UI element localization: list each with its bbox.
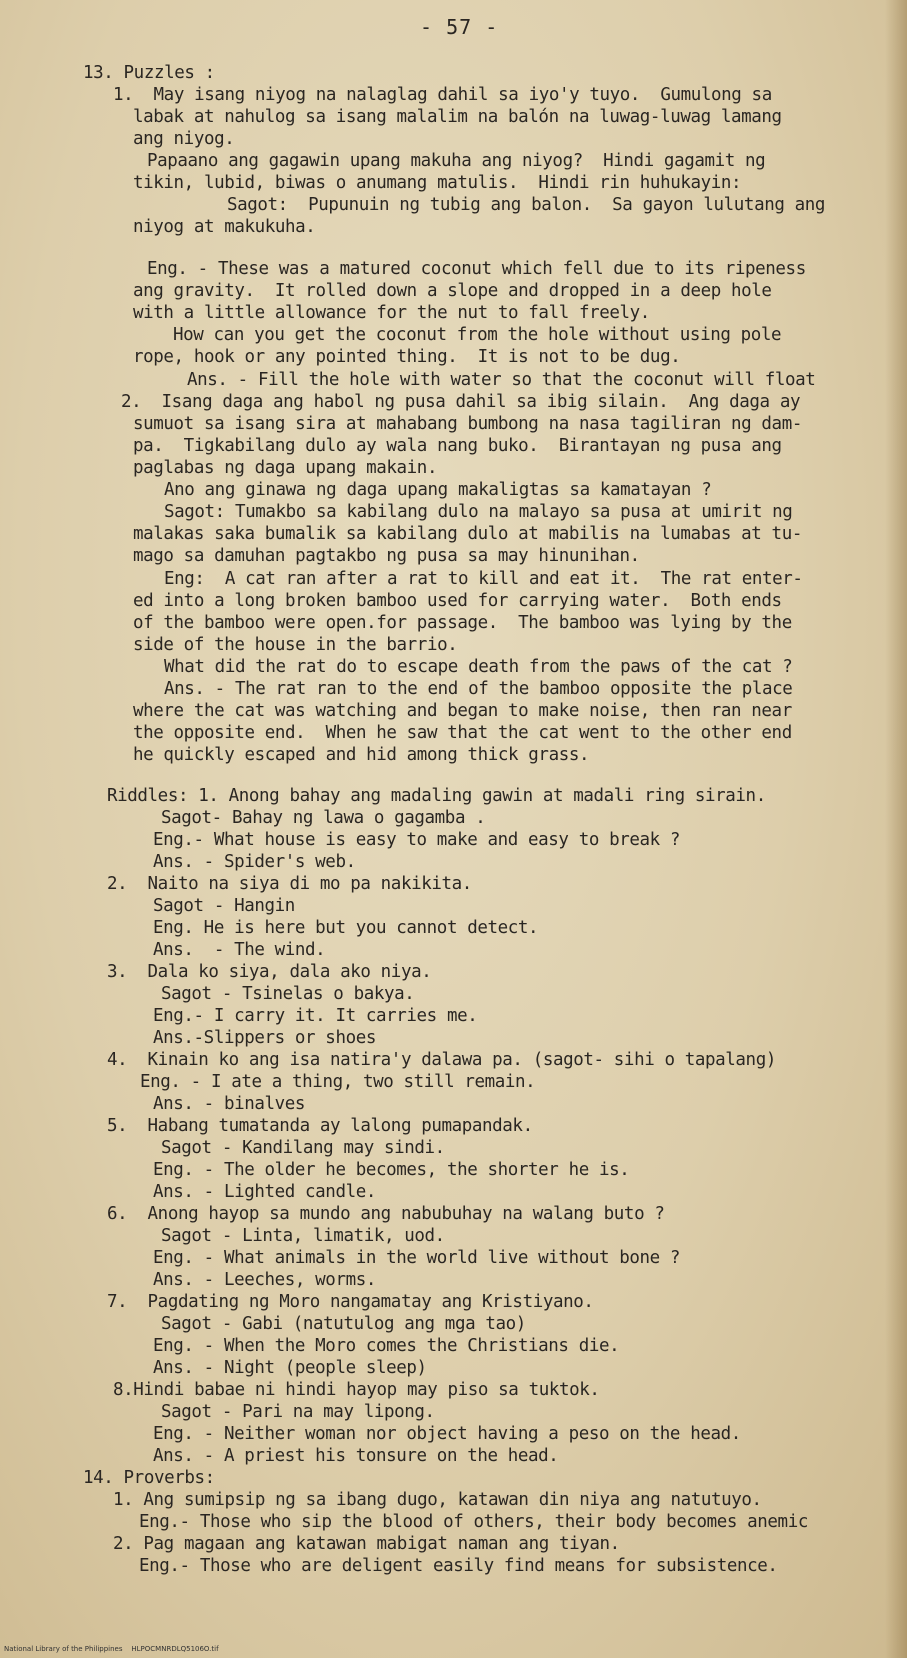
puzzle-1-line-2: labak at nahulog sa isang malalim na balón na luwag-luwag lamang xyxy=(133,107,782,127)
proverb-2-line: 2. Pag magaan ang katawan mabigat naman ang tiyan. xyxy=(113,1534,620,1554)
puzzle-2-eng-4: side of the house in the barrio. xyxy=(133,635,458,655)
riddle-8-eng: Eng. - Neither woman nor object having a peso on the head. xyxy=(153,1424,741,1444)
puzzle-2-line-1: 2. Isang daga ang habol ng pusa dahil sa ibig silain. Ang daga ay xyxy=(121,392,801,412)
puzzle-1-line-4: Papaano ang gagawin upang makuha ang niyog? Hindi gagamit ng xyxy=(147,151,766,171)
puzzle-2-answer-1: Sagot: Tumakbo sa kabilang dulo na malayo sa pusa at umirit ng xyxy=(164,502,793,522)
puzzle-2-eng-answer-2: where the cat was watching and began to make noise, then ran near xyxy=(133,701,792,721)
riddle-7-eng: Eng. - When the Moro comes the Christians die. xyxy=(153,1336,620,1356)
riddle-6-ans: Ans. - Leeches, worms. xyxy=(153,1270,376,1290)
riddle-7-sagot: Sagot - Gabi (natutulog ang mga tao) xyxy=(161,1314,526,1334)
proverb-1-line: 1. Ang sumipsip ng sa ibang dugo, katawan din niya ang natutuyo. xyxy=(113,1490,762,1510)
riddle-6-sagot: Sagot - Linta, limatik, uod. xyxy=(161,1226,445,1246)
proverb-1-eng: Eng.- Those who sip the blood of others, their body becomes anemic xyxy=(139,1512,808,1532)
puzzle-2-eng-2: ed into a long broken bamboo used for carrying water. Both ends xyxy=(133,591,782,611)
section-heading-puzzles: 13. Puzzles : xyxy=(83,63,215,83)
riddle-3-sagot: Sagot - Tsinelas o bakya. xyxy=(161,984,415,1004)
riddle-1-sagot: Sagot- Bahay ng lawa o gagamba . xyxy=(161,808,486,828)
riddle-1-eng: Eng.- What house is easy to make and easy to break ? xyxy=(153,830,681,850)
puzzle-1-eng-4: How can you get the coconut from the hole without using pole xyxy=(173,325,782,345)
riddle-1-line: Riddles: 1. Anong bahay ang madaling gawin at madali ring sirain. xyxy=(107,786,766,806)
puzzle-1-line-5: tikin, lubid, biwas o anumang matulis. Hindi rin huhukayin: xyxy=(133,173,742,193)
riddle-8-ans: Ans. - A priest his tonsure on the head. xyxy=(153,1446,559,1466)
proverb-2-eng: Eng.- Those who are deligent easily find means for subsistence. xyxy=(139,1556,778,1576)
riddle-3-line: 3. Dala ko siya, dala ako niya. xyxy=(107,962,432,982)
riddle-7-line: 7. Pagdating ng Moro nangamatay ang Kristiyano. xyxy=(107,1292,594,1312)
riddle-5-line: 5. Habang tumatanda ay lalong pumapandak. xyxy=(107,1116,533,1136)
riddle-2-sagot: Sagot - Hangin xyxy=(153,896,295,916)
puzzle-1-line-1: 1. May isang niyog na nalaglag dahil sa iyo'y tuyo. Gumulong sa xyxy=(113,85,772,105)
puzzle-2-answer-2: malakas saka bumalik sa kabilang dulo at mabilis na lumabas at tu- xyxy=(133,524,802,544)
puzzle-2-eng-1: Eng: A cat ran after a rat to kill and eat it. The rat enter- xyxy=(164,569,803,589)
riddle-7-ans: Ans. - Night (people sleep) xyxy=(153,1358,427,1378)
page-edge-shadow xyxy=(885,0,907,1658)
riddle-1-ans: Ans. - Spider's web. xyxy=(153,852,356,872)
puzzle-2-eng-answer-1: Ans. - The rat ran to the end of the bamboo opposite the place xyxy=(164,679,793,699)
puzzle-2-line-2: sumuot sa isang sira at mahabang bumbong na nasa tagiliran ng dam- xyxy=(133,414,802,434)
riddle-4-line: 4. Kinain ko ang isa natira'y dalawa pa. (sagot- sihi o tapalang) xyxy=(107,1050,776,1070)
riddle-3-ans: Ans.-Slippers or shoes xyxy=(153,1028,376,1048)
riddle-5-eng: Eng. - The older he becomes, the shorter he is. xyxy=(153,1160,630,1180)
puzzle-2-answer-3: mago sa damuhan pagtakbo ng pusa sa may hinunihan. xyxy=(133,546,640,566)
riddle-8-line: 8.Hindi babae ni hindi hayop may piso sa tuktok. xyxy=(113,1380,600,1400)
riddle-2-ans: Ans. - The wind. xyxy=(153,940,326,960)
riddle-4-eng: Eng. - I ate a thing, two still remain. xyxy=(140,1072,536,1092)
puzzle-1-eng-3: with a little allowance for the nut to fall freely. xyxy=(133,303,650,323)
puzzle-1-eng-5: rope, hook or any pointed thing. It is not to be dug. xyxy=(133,347,681,367)
puzzle-1-line-3: ang niyog. xyxy=(133,129,235,149)
puzzle-2-eng-answer-4: he quickly escaped and hid among thick grass. xyxy=(133,745,590,765)
puzzle-2-line-3: pa. Tigkabilang dulo ay wala nang buko. Birantayan ng pusa ang xyxy=(133,436,782,456)
puzzle-2-eng-3: of the bamboo were open.for passage. The bamboo was lying by the xyxy=(133,613,792,633)
riddle-3-eng: Eng.- I carry it. It carries me. xyxy=(153,1006,478,1026)
riddle-4-ans: Ans. - binalves xyxy=(153,1094,306,1114)
riddle-5-ans: Ans. - Lighted candle. xyxy=(153,1182,376,1202)
riddle-6-line: 6. Anong hayop sa mundo ang nabubuhay na walang buto ? xyxy=(107,1204,665,1224)
puzzle-1-eng-1: Eng. - These was a matured coconut which fell due to its ripeness xyxy=(147,259,806,279)
riddle-6-eng: Eng. - What animals in the world live without bone ? xyxy=(153,1248,681,1268)
riddle-5-sagot: Sagot - Kandilang may sindi. xyxy=(161,1138,445,1158)
riddle-2-eng: Eng. He is here but you cannot detect. xyxy=(153,918,539,938)
puzzle-1-eng-2: ang gravity. It rolled down a slope and dropped in a deep hole xyxy=(133,281,772,301)
riddle-2-line: 2. Naito na siya di mo pa nakikita. xyxy=(107,874,472,894)
riddle-8-sagot: Sagot - Pari na may lipong. xyxy=(161,1402,435,1422)
puzzle-2-eng-answer-3: the opposite end. When he saw that the cat went to the other end xyxy=(133,723,792,743)
puzzle-2-question: Ano ang ginawa ng daga upang makaligtas sa kamatayan ? xyxy=(164,480,712,500)
puzzle-2-eng-question: What did the rat do to escape death from the paws of the cat ? xyxy=(164,657,793,677)
puzzle-1-eng-answer: Ans. - Fill the hole with water so that the coconut will float xyxy=(187,370,816,390)
section-heading-proverbs: 14. Proverbs: xyxy=(83,1468,215,1488)
archive-footer: National Library of the Philippines HLPOCMNRDLQ5106O.tif xyxy=(4,1645,219,1653)
puzzle-2-line-4: paglabas ng daga upang makain. xyxy=(133,458,438,478)
puzzle-1-answer-1: Sagot: Pupunuin ng tubig ang balon. Sa gayon lulutang ang xyxy=(227,195,826,215)
puzzle-1-answer-2: niyog at makukuha. xyxy=(133,217,316,237)
page-number: - 57 - xyxy=(420,15,499,39)
